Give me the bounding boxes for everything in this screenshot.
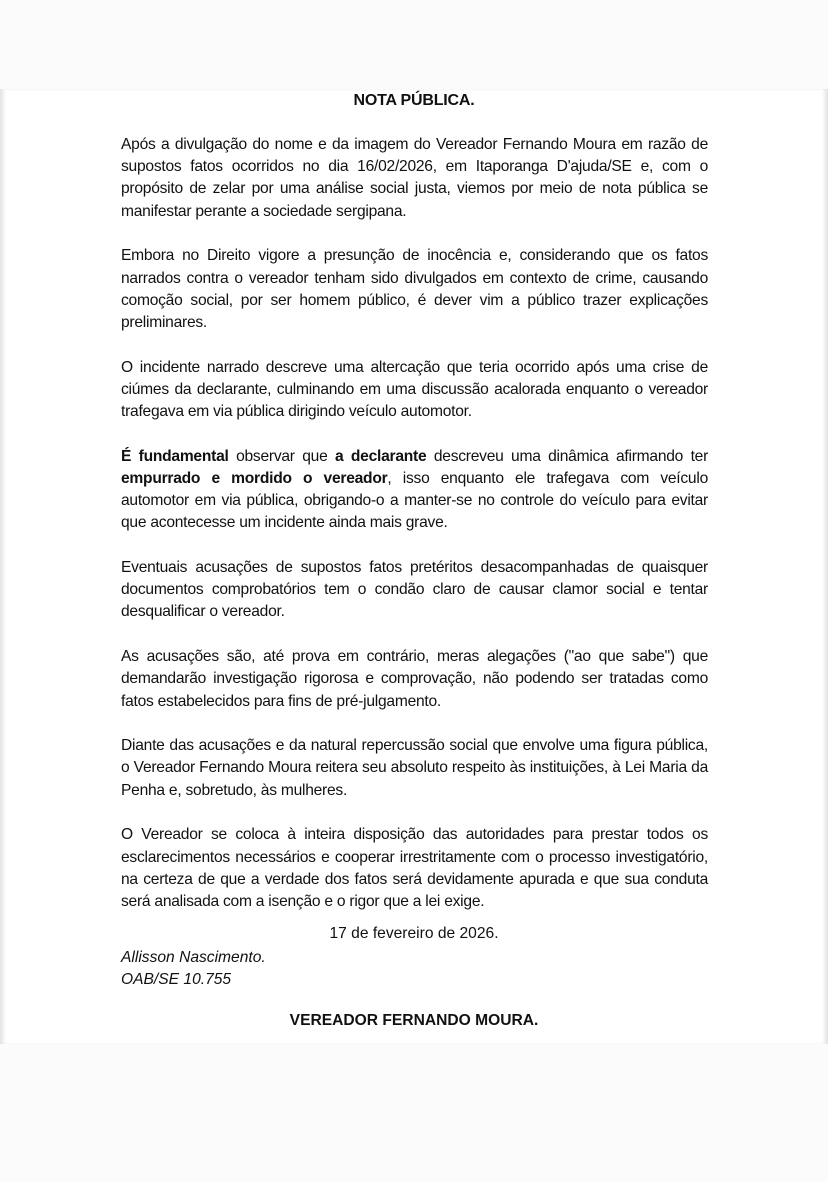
document-title: NOTA PÚBLICA. (353, 92, 475, 109)
paragraph-3 (121, 357, 708, 424)
bold-text: empurrado e mordido o vereador (121, 469, 388, 487)
bold-text: a declarante (334, 447, 427, 465)
text-run: Após a divulgação do nome e da imagem do Vereador Fernando Moura em razão de supostos fatos ocorridos no dia 16/02/2026, em Itaporanga D'ajuda/SE e, com o propósito de zelar por uma análise social justa, viemos por meio de nota pública se manifestar perante a sociedade sergipana. (121, 136, 708, 220)
document-body (121, 134, 708, 936)
bold-text: É fundamental (121, 447, 229, 465)
text-run: observar que (228, 447, 335, 465)
text-run: As acusações são, até prova em contrário, meras alegações ("ao que sabe") que demandarão investigação rigorosa e comprovação, não podendo ser tratadas como fatos estabelecidos para fins de pré-julgamento. (121, 648, 708, 710)
text-run: Eventuais acusações de supostos fatos pretéritos desacompanhadas de quaisquer documentos comprobatórios tem o condão claro de causar clamor social e tentar desqualificar o vereador. (121, 559, 708, 621)
paragraph-6 (121, 646, 708, 713)
paragraph-1 (121, 134, 708, 223)
paragraph-4 (121, 446, 708, 535)
signature-block (121, 947, 266, 991)
paragraph-2 (121, 245, 708, 334)
text-run: O Vereador se coloca à inteira disposição das autoridades para prestar todos os esclarecimentos necessários e cooperar irrestritamente com o processo investigatório, na certeza de que a verdade dos fatos será devidamente apurada e que sua conduta será analisada com a isenção e o rigor que a lei exige. (121, 826, 708, 910)
paragraph-5 (121, 557, 708, 624)
text-run: O incidente narrado descreve uma altercação que teria ocorrido após uma crise de ciúmes da declarante, culminando em uma discussão acalorada enquanto o vereador trafegava em via pública dirigindo veículo automotor. (121, 358, 708, 421)
text-run: , isso enquanto ele trafegava com veículo automotor em via pública, obrigando-o a manter-se no controle do veículo para evitar que acontecesse um incidente ainda mais grave. (121, 469, 708, 532)
closing-signature: VEREADOR FERNANDO MOURA. (289, 1012, 539, 1029)
text-run: Embora no Direito vigore a presunção de inocência e, considerando que os fatos narrados contra o vereador tenham sido divulgados em contexto de crime, causando comoção social, por ser homem público, é dever vim a público trazer explicações preliminares. (121, 247, 708, 331)
signatory-name: Allisson Nascimento. (121, 949, 266, 966)
text-run: Diante das acusações e da natural repercussão social que envolve uma figura pública, o Vereador Fernando Moura reitera seu absoluto respeito às instituições, à Lei Maria da Penha e, sobretudo, às mulheres. (121, 737, 708, 799)
date-text: 17 de fevereiro de 2026. (329, 925, 499, 942)
paragraph-8 (121, 824, 708, 913)
paragraph-7 (121, 735, 708, 802)
document-date (0, 925, 828, 943)
text-run: descreveu uma dinâmica afirmando ter (426, 447, 709, 465)
signatory-oab: OAB/SE 10.755 (121, 971, 232, 988)
